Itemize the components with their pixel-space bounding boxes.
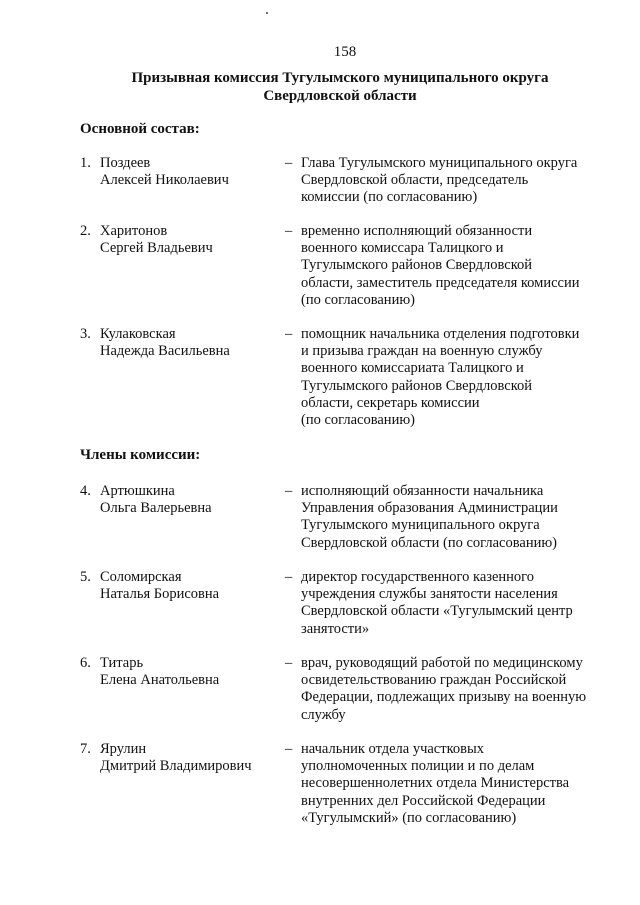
member-position (301, 569, 606, 638)
member-number: 5. (80, 569, 91, 585)
position-line: Федерации, подлежащих призыву на военную (301, 689, 587, 706)
member-dash: – (285, 326, 293, 342)
member-entry (80, 223, 610, 343)
member-surname: Соломирская (100, 569, 182, 585)
position-line: Свердловской области (по согласованию) (301, 534, 558, 551)
member-given-names: Наталья Борисовна (100, 586, 220, 603)
member-dash: – (285, 569, 293, 585)
member-dash: – (285, 155, 293, 171)
member-given-names: Надежда Васильевна (100, 343, 230, 360)
position-line: Управления образования Администрации (301, 500, 558, 517)
position-line: «Тугулымский» (по согласованию) (301, 809, 517, 826)
member-dash: – (285, 223, 293, 239)
scan-speck (266, 12, 268, 14)
member-name (100, 741, 252, 775)
position-line: уполномоченных полиции и по делам (301, 758, 535, 775)
position-line: помощник начальника отделения подготовки (301, 326, 580, 342)
member-number: 4. (80, 483, 91, 499)
member-surname: Ярулин (100, 741, 147, 757)
member-given-names: Алексей Николаевич (100, 172, 229, 189)
position-line: области, секретарь комиссии (301, 394, 480, 411)
member-name (100, 655, 219, 689)
member-name (100, 326, 230, 360)
member-surname: Артюшкина (100, 483, 175, 499)
position-line: (по согласованию) (301, 291, 415, 308)
member-number: 2. (80, 223, 91, 239)
title-line: Призывная комиссия Тугулымского муниципального округа (131, 70, 549, 86)
member-number: 6. (80, 655, 91, 671)
member-number: 1. (80, 155, 91, 171)
member-given-names: Ольга Валерьевна (100, 500, 212, 517)
member-number: 3. (80, 326, 91, 342)
position-line: врач, руководящий работой по медицинскому (301, 655, 583, 671)
member-given-names: Сергей Владьевич (100, 240, 213, 257)
member-name (100, 155, 229, 189)
member-position (301, 326, 606, 429)
position-line: начальник отдела участковых (301, 741, 484, 757)
position-line: (по согласованию) (301, 412, 415, 429)
document-title (0, 69, 640, 105)
position-line: Тугулымского районов Свердловской (301, 377, 533, 394)
member-number: 7. (80, 741, 91, 757)
member-dash: – (285, 741, 293, 757)
member-position (301, 155, 606, 207)
member-position (301, 741, 606, 827)
member-surname: Кулаковская (100, 326, 176, 342)
member-name (100, 569, 219, 603)
position-line: службу (301, 706, 346, 723)
member-position (301, 483, 606, 552)
position-line: и призыва граждан на военную службу (301, 343, 543, 360)
position-line: Свердловской области «Тугулымский центр (301, 603, 573, 620)
main-composition-heading: Основной состав: (80, 121, 200, 137)
member-surname: Титарь (100, 655, 144, 671)
title-line: Свердловской области (263, 88, 417, 104)
member-dash: – (285, 483, 293, 499)
position-line: Тугулымского районов Свердловской (301, 257, 533, 274)
member-position (301, 223, 606, 309)
member-entry (80, 326, 610, 446)
position-line: занятости» (301, 620, 370, 637)
position-line: военного комиссариата Талицкого и (301, 360, 524, 377)
position-line: внутренних дел Российской Федерации (301, 792, 546, 809)
member-name (100, 223, 213, 257)
member-surname: Харитонов (100, 223, 168, 239)
member-given-names: Елена Анатольевна (100, 672, 220, 689)
position-line: несовершеннолетних отдела Министерства (301, 775, 570, 792)
position-line: освидетельствованию граждан Российской (301, 672, 567, 689)
page-number: 158 (333, 44, 357, 60)
position-line: военного комиссара Талицкого и (301, 240, 504, 257)
member-surname: Поздеев (100, 155, 151, 171)
position-line: Глава Тугулымского муниципального округа (301, 155, 578, 171)
member-dash: – (285, 655, 293, 671)
position-line: комиссии (по согласованию) (301, 189, 478, 206)
position-line: Свердловской области, председатель (301, 172, 529, 189)
member-given-names: Дмитрий Владимирович (100, 758, 252, 775)
member-position (301, 655, 606, 724)
position-line: исполняющий обязанности начальника (301, 483, 544, 499)
members-heading: Члены комиссии: (80, 447, 201, 463)
position-line: Тугулымского муниципального округа (301, 517, 540, 534)
member-name (100, 483, 212, 517)
position-line: учреждения службы занятости населения (301, 586, 558, 603)
position-line: директор государственного казенного (301, 569, 535, 585)
position-line: временно исполняющий обязанности (301, 223, 533, 239)
position-line: области, заместитель председателя комиссии (301, 274, 580, 291)
member-entry (80, 741, 610, 861)
